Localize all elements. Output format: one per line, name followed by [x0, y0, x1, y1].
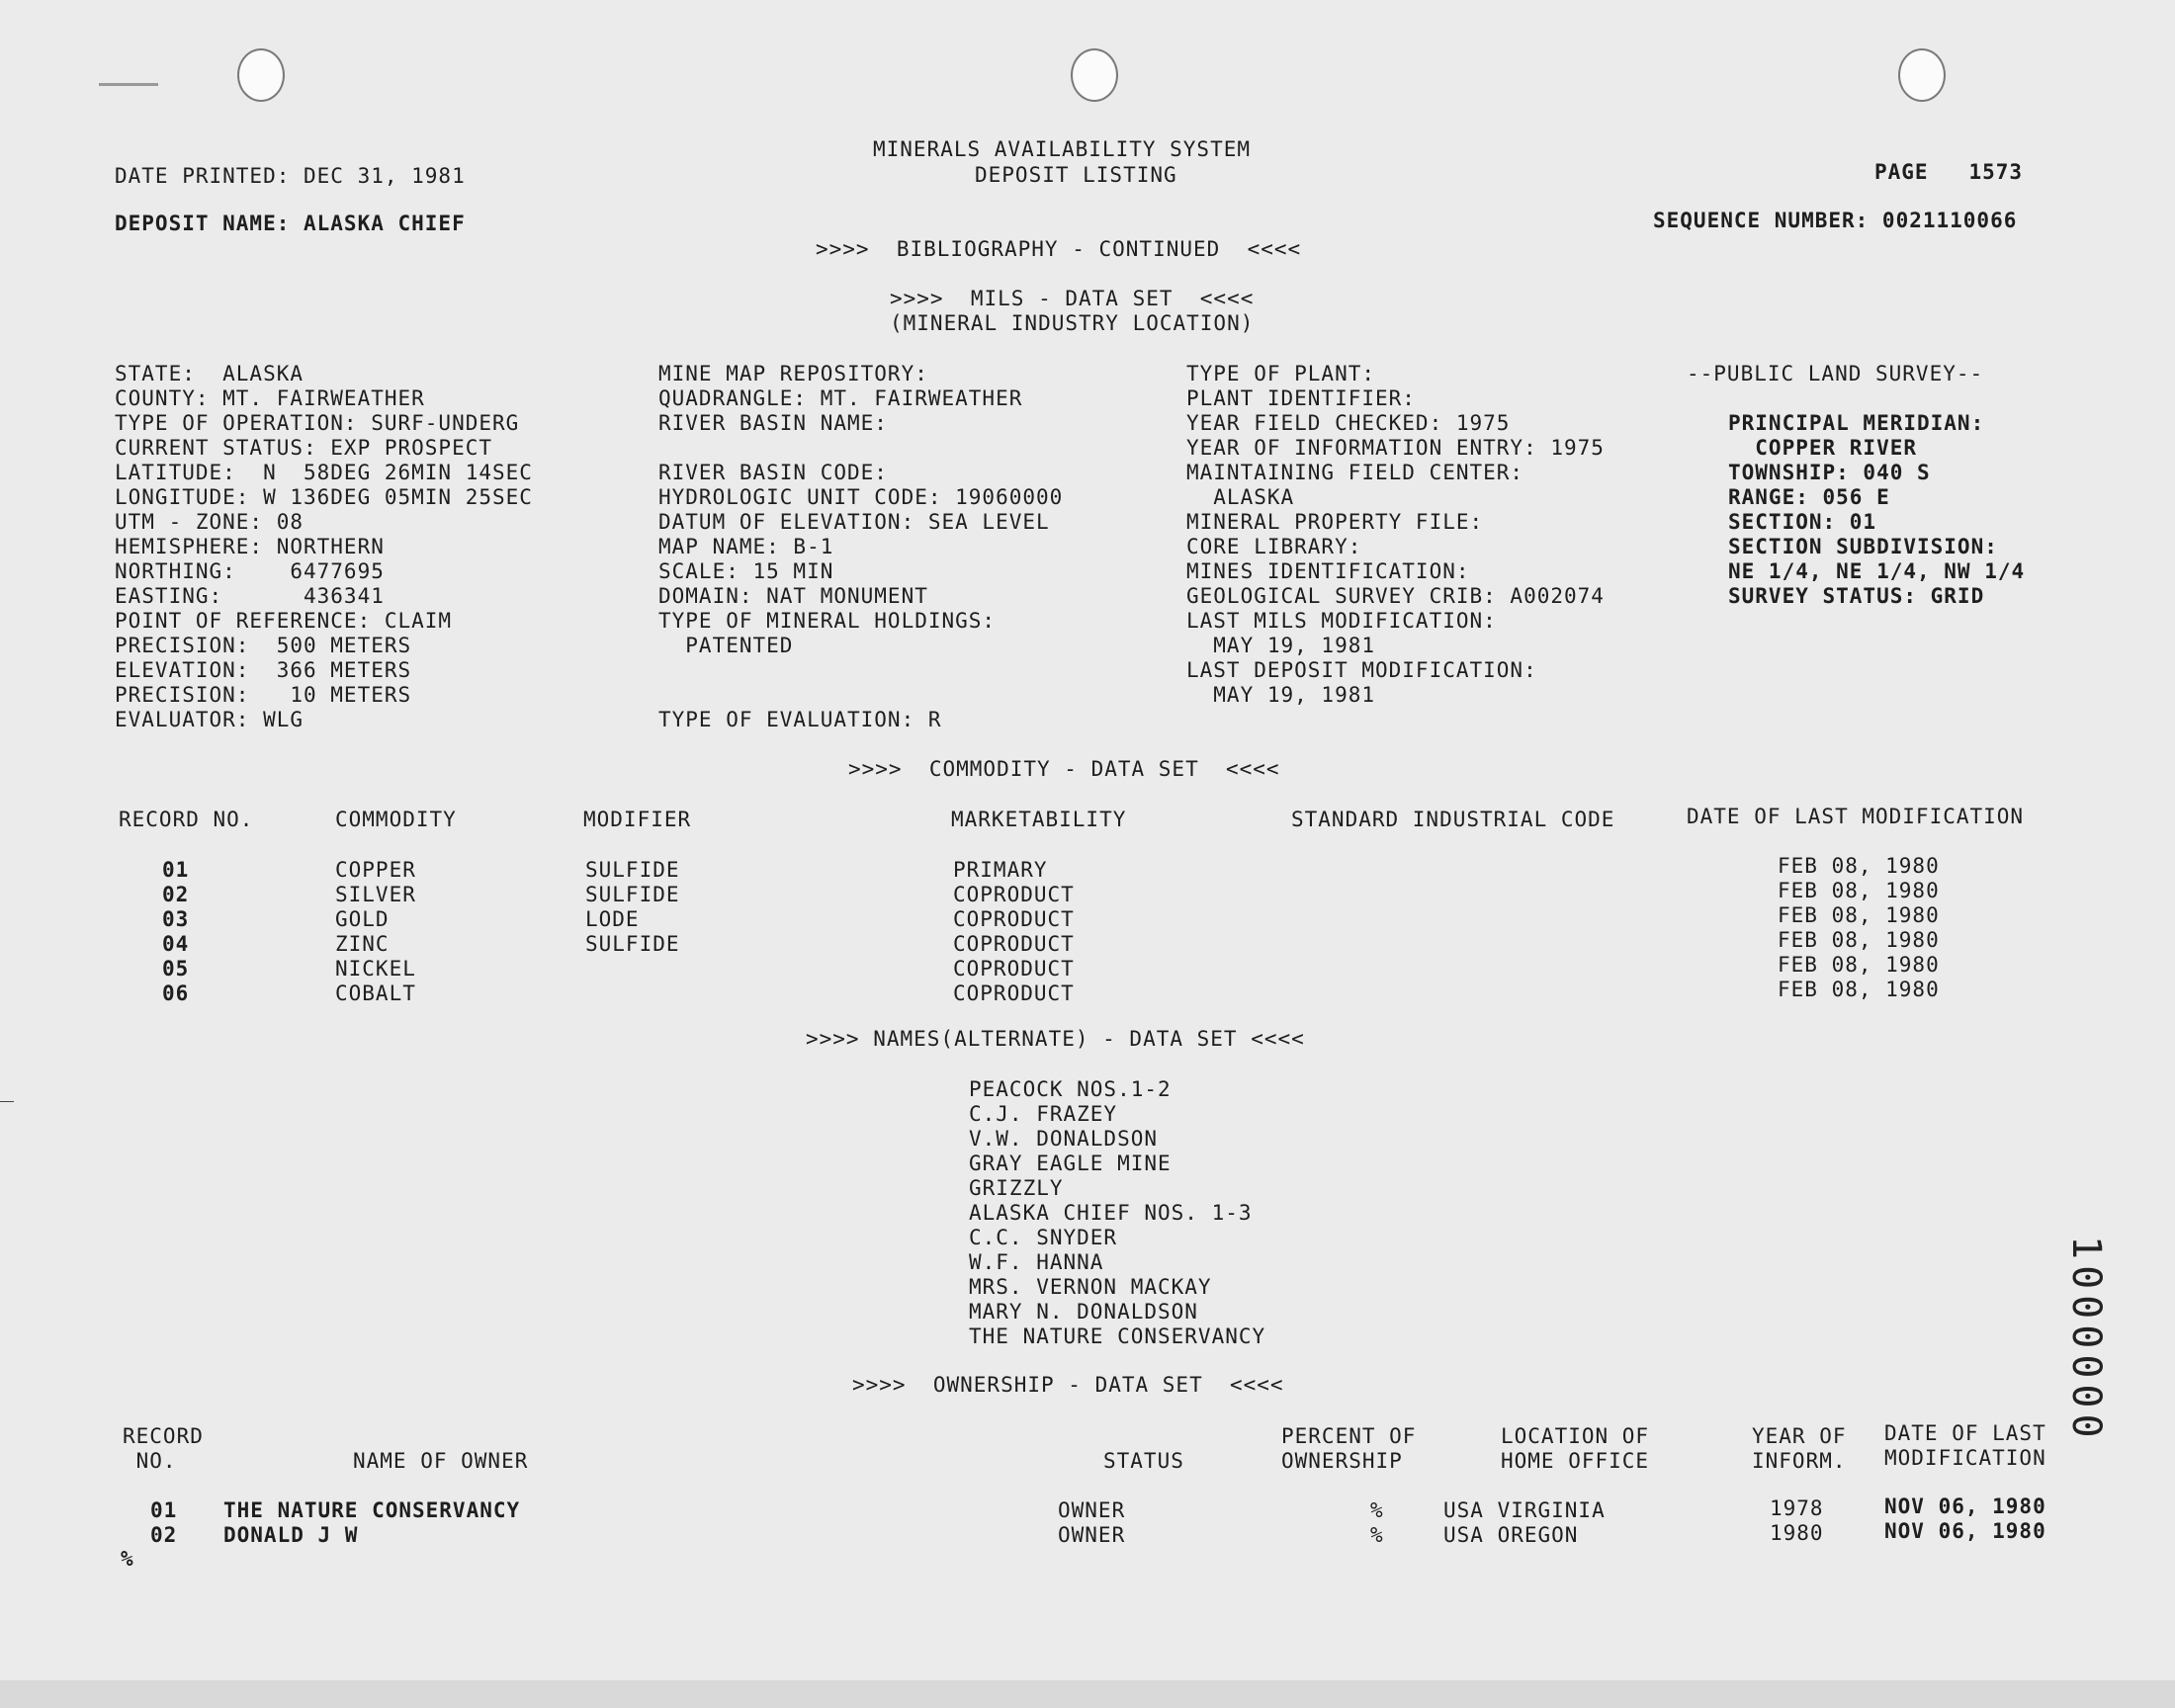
own-year-column	[1770, 1496, 1824, 1546]
mils-field: TYPE OF PLANT:	[1186, 362, 1376, 385]
list-item: ALASKA CHIEF NOS. 1-3	[969, 1201, 1253, 1225]
mils-column-records	[1186, 362, 1605, 708]
mils-field: YEAR FIELD CHECKED: 1975	[1186, 411, 1511, 435]
table-cell: FEB 08, 1980	[1778, 854, 1940, 878]
own-date-column	[1884, 1494, 2046, 1544]
mils-field: LAST MILS MODIFICATION:	[1186, 609, 1497, 633]
sequence-number: SEQUENCE NUMBER: 0021110066	[1653, 209, 2018, 232]
table-cell: COPRODUCT	[953, 932, 1075, 956]
table-cell: USA OREGON	[1443, 1523, 1579, 1547]
alternate-names-list	[969, 1077, 1265, 1349]
table-cell: ZINC	[335, 932, 390, 956]
table-cell: COPRODUCT	[953, 957, 1075, 981]
mils-field: EVALUATOR: WLG	[115, 708, 304, 731]
mils-field: DOMAIN: NAT MONUMENT	[658, 584, 928, 608]
col-header-record: RECORD NO.	[119, 808, 254, 831]
mils-column-survey	[1728, 411, 2025, 609]
table-cell	[585, 957, 680, 982]
public-land-survey-title: --PUBLIC LAND SURVEY--	[1687, 362, 1984, 385]
own-status-column	[1058, 1498, 1125, 1548]
mils-field: LONGITUDE: W 136DEG 05MIN 25SEC	[115, 485, 533, 509]
table-cell: SULFIDE	[585, 858, 680, 882]
own-name-column	[223, 1498, 520, 1548]
mils-field: MAY 19, 1981	[1186, 634, 1376, 657]
mils-field: TYPE OF OPERATION: SURF-UNDERG	[115, 411, 520, 435]
table-cell: COBALT	[335, 982, 416, 1005]
table-cell: COPRODUCT	[953, 907, 1075, 931]
own-header-record-no: NO.	[123, 1449, 177, 1473]
commodity-heading: >>>> COMMODITY - DATA SET <<<<	[848, 757, 1280, 781]
table-cell: 05	[162, 957, 190, 981]
table-cell: DONALD J W	[223, 1523, 359, 1547]
names-heading: >>>> NAMES(ALTERNATE) - DATA SET <<<<	[806, 1027, 1305, 1051]
date-printed: DATE PRINTED: DEC 31, 1981	[115, 164, 466, 188]
table-cell: 04	[162, 932, 190, 956]
own-header-name: NAME OF OWNER	[353, 1449, 529, 1473]
own-location-column	[1443, 1498, 1606, 1548]
own-header-home-office: HOME OFFICE	[1501, 1449, 1650, 1473]
mils-field: PLANT IDENTIFIER:	[1186, 386, 1416, 410]
mils-field: MAP NAME: B-1	[658, 535, 834, 558]
mils-field: YEAR OF INFORMATION ENTRY: 1975	[1186, 436, 1605, 460]
mils-field: HEMISPHERE: NORTHERN	[115, 535, 385, 558]
mils-field: MAY 19, 1981	[1186, 683, 1376, 707]
margin-tick	[0, 1101, 14, 1102]
bibliography-heading: >>>> BIBLIOGRAPHY - CONTINUED <<<<	[816, 237, 1302, 261]
punch-hole-left	[237, 48, 285, 102]
own-header-status: STATUS	[1103, 1449, 1184, 1473]
mils-field: TYPE OF EVALUATION: R	[658, 708, 942, 731]
table-cell: %	[1370, 1498, 1384, 1522]
mils-field: SCALE: 15 MIN	[658, 559, 834, 583]
commodity-record-column	[162, 858, 189, 1006]
table-cell: %	[1370, 1523, 1384, 1547]
mils-field	[658, 658, 1063, 683]
table-cell: SILVER	[335, 883, 416, 906]
table-cell: 03	[162, 907, 190, 931]
mils-field: PRINCIPAL MERIDIAN:	[1728, 411, 1985, 435]
mils-field: LATITUDE: N 58DEG 26MIN 14SEC	[115, 461, 533, 484]
list-item: PEACOCK NOS.1-2	[969, 1077, 1172, 1101]
list-item: V.W. DONALDSON	[969, 1127, 1159, 1151]
mils-field	[658, 683, 1063, 708]
table-cell: FEB 08, 1980	[1778, 953, 1940, 977]
table-cell: LODE	[585, 907, 640, 931]
own-record-column	[150, 1498, 177, 1548]
list-item: C.C. SNYDER	[969, 1226, 1118, 1249]
mils-field: SECTION: 01	[1728, 510, 1877, 534]
table-cell: SULFIDE	[585, 932, 680, 956]
table-cell: COPRODUCT	[953, 982, 1075, 1005]
own-header-modification: MODIFICATION	[1884, 1446, 2046, 1470]
end-of-record-mark: %	[121, 1547, 134, 1571]
mils-field: PRECISION: 10 METERS	[115, 683, 412, 707]
margin-stamp-number: 1000000	[2063, 1236, 2109, 1444]
table-cell: FEB 08, 1980	[1778, 903, 1940, 927]
table-cell: 02	[150, 1523, 178, 1547]
own-header-date: DATE OF LAST	[1884, 1421, 2046, 1445]
mils-field: ALASKA	[1186, 485, 1295, 509]
commodity-modifier-column	[585, 858, 680, 1006]
mils-field: MINES IDENTIFICATION:	[1186, 559, 1470, 583]
commodity-market-column	[953, 858, 1075, 1006]
mils-field: RIVER BASIN NAME:	[658, 411, 888, 435]
mils-field: CORE LIBRARY:	[1186, 535, 1362, 558]
table-cell: 02	[162, 883, 190, 906]
table-cell: GOLD	[335, 907, 390, 931]
mils-field: COUNTY: MT. FAIRWEATHER	[115, 386, 425, 410]
mils-field: EASTING: 436341	[115, 584, 385, 608]
own-header-year: YEAR OF	[1752, 1424, 1847, 1448]
mils-field: DATUM OF ELEVATION: SEA LEVEL	[658, 510, 1050, 534]
mils-field: RIVER BASIN CODE:	[658, 461, 888, 484]
mils-field: SECTION SUBDIVISION:	[1728, 535, 1998, 558]
table-cell: PRIMARY	[953, 858, 1048, 882]
own-header-percent: PERCENT OF	[1281, 1424, 1417, 1448]
smudge-mark	[99, 83, 158, 86]
mils-field: HYDROLOGIC UNIT CODE: 19060000	[658, 485, 1064, 509]
table-cell: COPPER	[335, 858, 416, 882]
list-item: MARY N. DONALDSON	[969, 1300, 1198, 1324]
table-cell: 01	[150, 1498, 178, 1522]
table-cell	[585, 982, 680, 1006]
own-header-location: LOCATION OF	[1501, 1424, 1650, 1448]
commodity-date-column	[1778, 854, 1940, 1002]
mils-subheading: (MINERAL INDUSTRY LOCATION)	[890, 311, 1255, 335]
table-cell: OWNER	[1058, 1498, 1126, 1522]
mils-field: QUADRANGLE: MT. FAIRWEATHER	[658, 386, 1023, 410]
own-header-inform: INFORM.	[1752, 1449, 1847, 1473]
mils-field	[658, 436, 1063, 461]
punch-hole-right	[1898, 48, 1946, 102]
table-cell: 1980	[1770, 1521, 1824, 1545]
list-item: MRS. VERNON MACKAY	[969, 1275, 1212, 1299]
commodity-name-column	[335, 858, 416, 1006]
table-cell: THE NATURE CONSERVANCY	[223, 1498, 521, 1522]
table-cell: FEB 08, 1980	[1778, 879, 1940, 902]
own-percent-column	[1370, 1498, 1384, 1548]
mils-field: LAST DEPOSIT MODIFICATION:	[1186, 658, 1537, 682]
mils-field: ELEVATION: 366 METERS	[115, 658, 412, 682]
own-header-record: RECORD	[123, 1424, 204, 1448]
table-cell: 06	[162, 982, 190, 1005]
table-cell: COPRODUCT	[953, 883, 1075, 906]
col-header-date: DATE OF LAST MODIFICATION	[1687, 805, 2025, 828]
punch-hole-center	[1071, 48, 1118, 102]
own-header-ownership: OWNERSHIP	[1281, 1449, 1403, 1473]
mils-field: CURRENT STATUS: EXP PROSPECT	[115, 436, 493, 460]
table-cell: SULFIDE	[585, 883, 680, 906]
list-item: THE NATURE CONSERVANCY	[969, 1324, 1266, 1348]
listing-title: DEPOSIT LISTING	[975, 163, 1177, 187]
mils-field: PRECISION: 500 METERS	[115, 634, 412, 657]
mils-column-map	[658, 362, 1063, 732]
table-cell: FEB 08, 1980	[1778, 928, 1940, 952]
mils-column-location	[115, 362, 533, 732]
col-header-marketability: MARKETABILITY	[951, 808, 1127, 831]
table-cell: NOV 06, 1980	[1884, 1494, 2046, 1518]
col-header-sic: STANDARD INDUSTRIAL CODE	[1291, 808, 1615, 831]
mils-field: TYPE OF MINERAL HOLDINGS:	[658, 609, 997, 633]
mils-field: POINT OF REFERENCE: CLAIM	[115, 609, 453, 633]
list-item: GRAY EAGLE MINE	[969, 1152, 1172, 1175]
mils-field: NE 1/4, NE 1/4, NW 1/4	[1728, 559, 2026, 583]
deposit-name: DEPOSIT NAME: ALASKA CHIEF	[115, 212, 466, 235]
table-cell: FEB 08, 1980	[1778, 978, 1940, 1001]
table-cell: USA VIRGINIA	[1443, 1498, 1606, 1522]
table-cell: 1978	[1770, 1496, 1824, 1520]
mils-field: MINE MAP REPOSITORY:	[658, 362, 928, 385]
mils-heading: >>>> MILS - DATA SET <<<<	[890, 287, 1255, 310]
mils-field: TOWNSHIP: 040 S	[1728, 461, 1931, 484]
page-number: PAGE 1573	[1874, 160, 2024, 184]
table-cell: OWNER	[1058, 1523, 1126, 1547]
list-item: W.F. HANNA	[969, 1250, 1104, 1274]
mils-field: COPPER RIVER	[1728, 436, 1918, 460]
mils-field: NORTHING: 6477695	[115, 559, 385, 583]
table-cell: NICKEL	[335, 957, 416, 981]
mils-field: STATE: ALASKA	[115, 362, 304, 385]
table-cell: 01	[162, 858, 190, 882]
mils-field: MAINTAINING FIELD CENTER:	[1186, 461, 1524, 484]
col-header-commodity: COMMODITY	[335, 808, 457, 831]
mils-field: MINERAL PROPERTY FILE:	[1186, 510, 1484, 534]
list-item: GRIZZLY	[969, 1176, 1064, 1200]
mils-field: GEOLOGICAL SURVEY CRIB: A002074	[1186, 584, 1605, 608]
col-header-modifier: MODIFIER	[583, 808, 692, 831]
mils-field: RANGE: 056 E	[1728, 485, 1890, 509]
mils-field: PATENTED	[658, 634, 794, 657]
ownership-heading: >>>> OWNERSHIP - DATA SET <<<<	[852, 1373, 1284, 1397]
system-title: MINERALS AVAILABILITY SYSTEM	[873, 137, 1252, 161]
list-item: C.J. FRAZEY	[969, 1102, 1118, 1126]
mils-field: SURVEY STATUS: GRID	[1728, 584, 1985, 608]
mils-field: UTM - ZONE: 08	[115, 510, 304, 534]
table-cell: NOV 06, 1980	[1884, 1519, 2046, 1543]
